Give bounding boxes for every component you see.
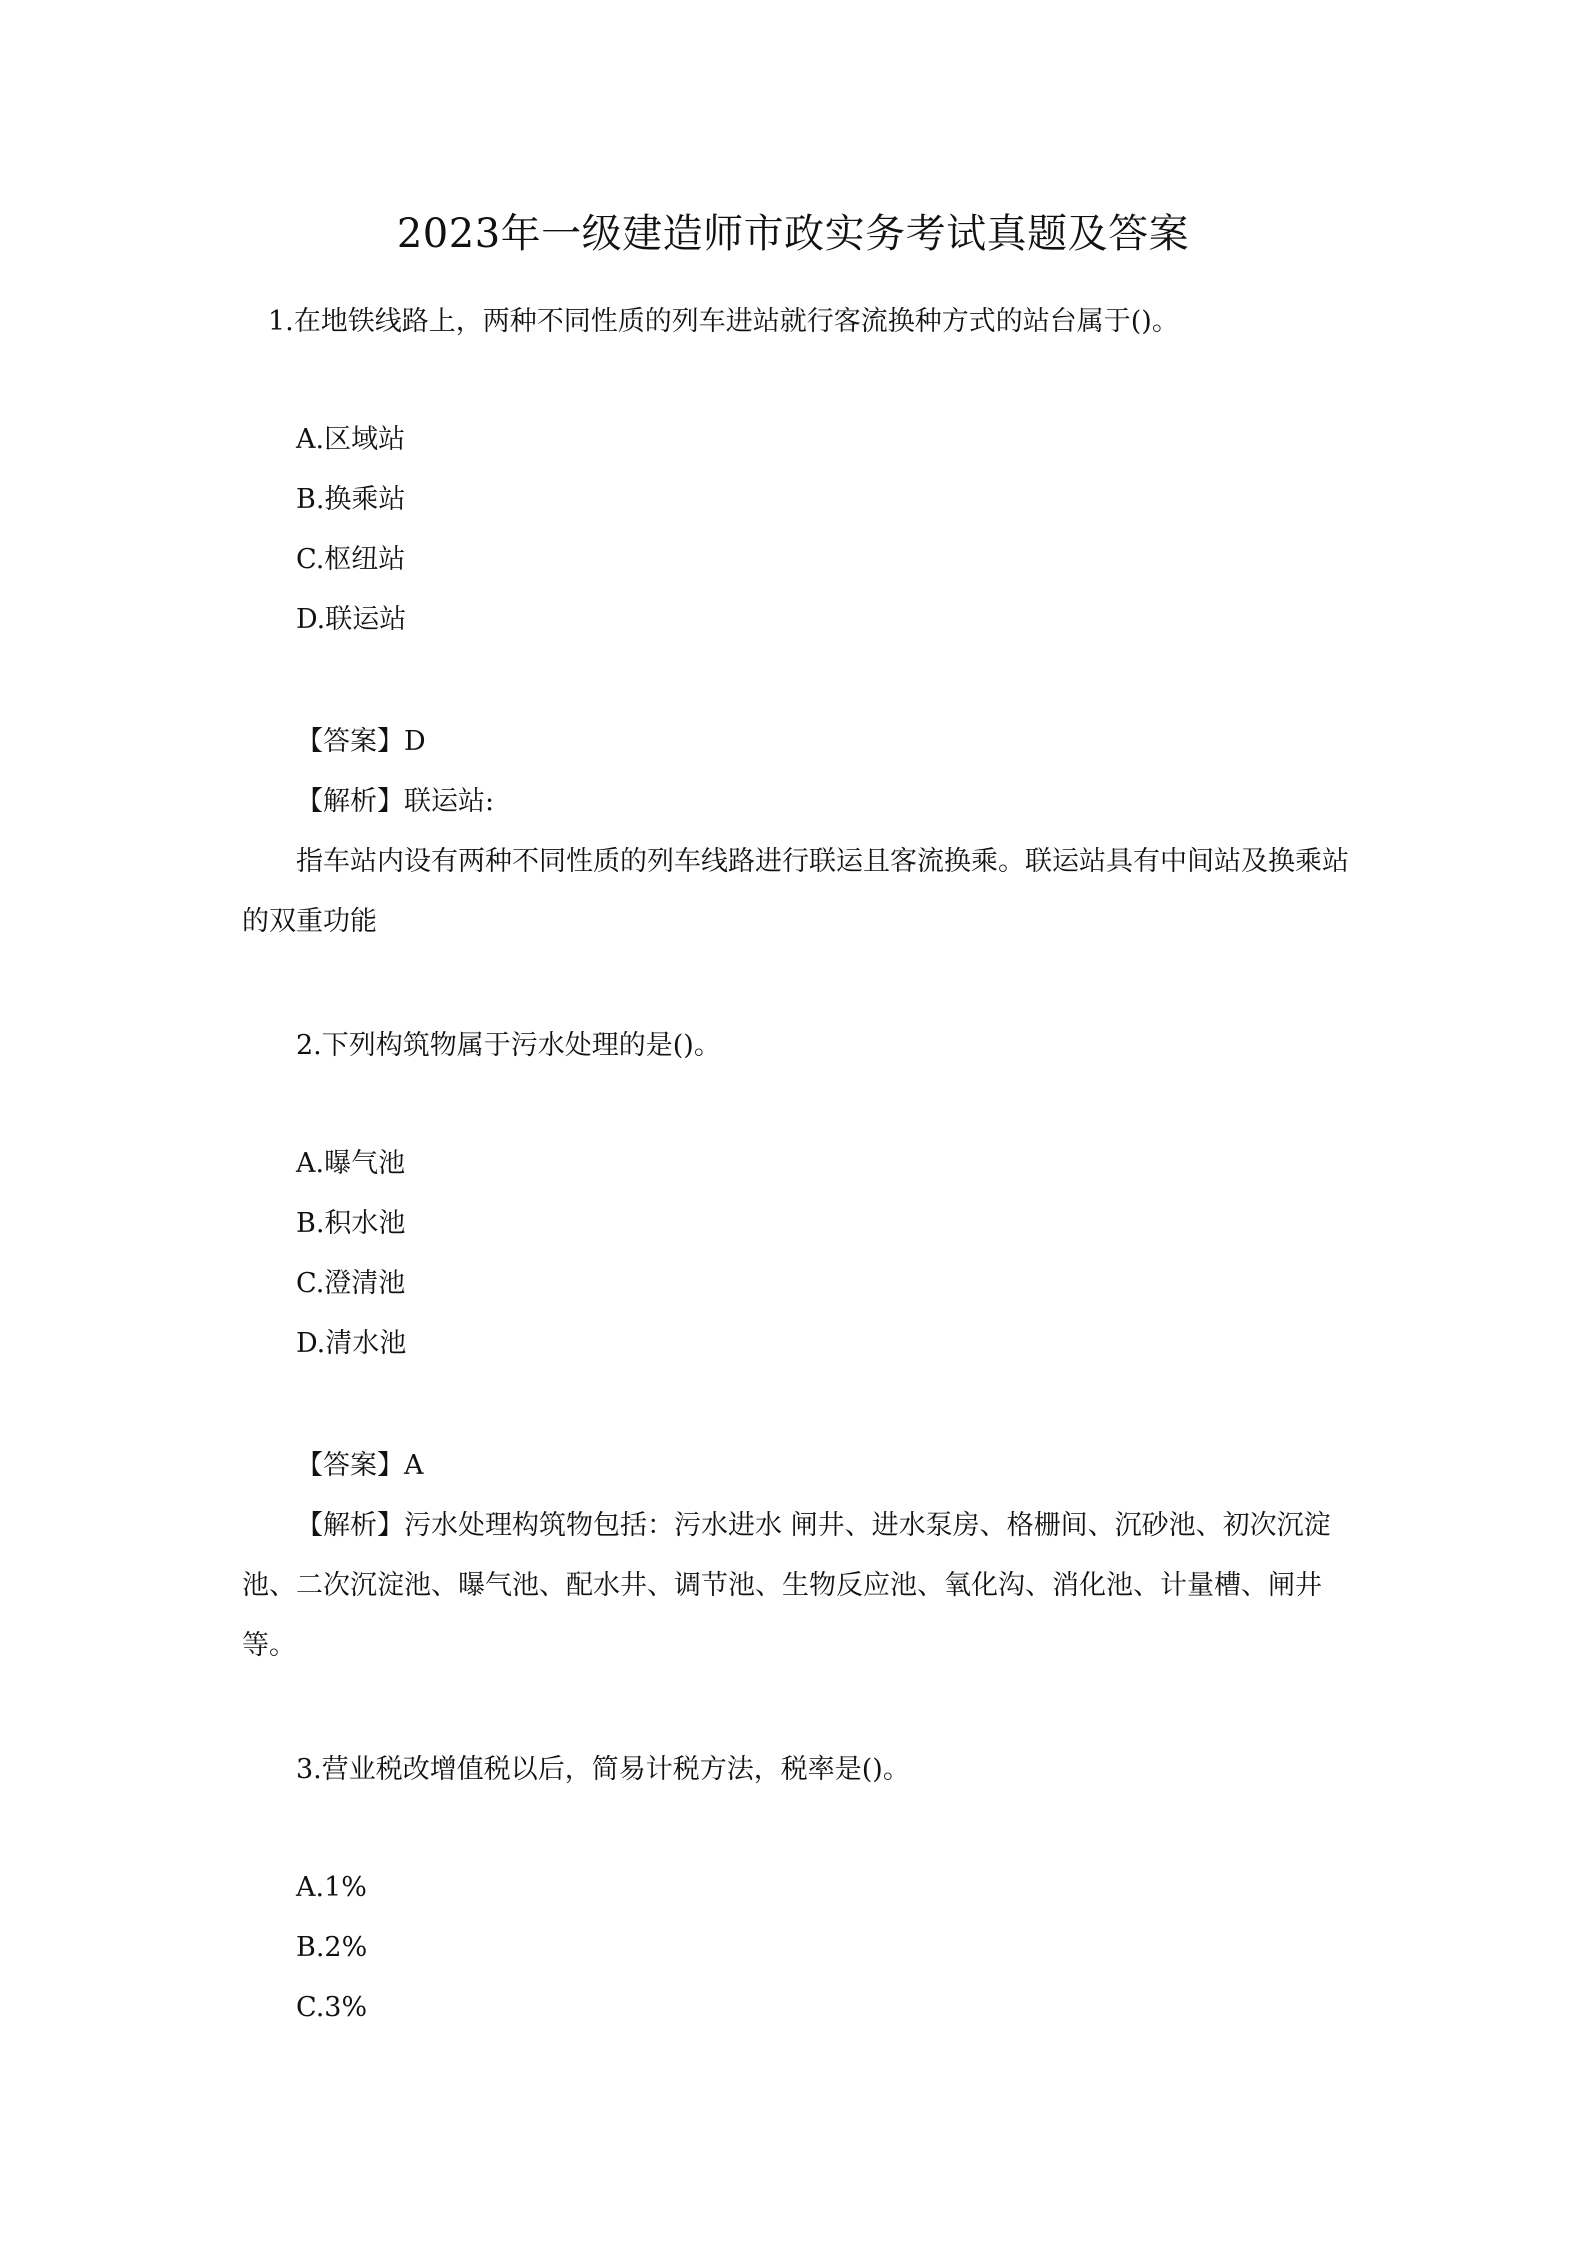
question-1-analysis-heading: 【解析】联运站: bbox=[296, 786, 495, 817]
question-1-answer: 【答案】D bbox=[296, 726, 426, 757]
question-2-option-b: B.积水池 bbox=[296, 1208, 406, 1239]
question-2-option-d: D.清水池 bbox=[296, 1328, 407, 1359]
question-2-stem: 2.下列构筑物属于污水处理的是()。 bbox=[296, 1030, 721, 1061]
question-2-option-c: C.澄清池 bbox=[296, 1268, 406, 1299]
question-3-option-a: A.1% bbox=[296, 1872, 367, 1903]
question-1-option-b: B.换乘站 bbox=[296, 484, 406, 515]
question-2-answer: 【答案】A bbox=[296, 1450, 424, 1481]
question-3-option-b: B.2% bbox=[296, 1932, 368, 1963]
question-3-option-c: C.3% bbox=[296, 1992, 368, 2023]
question-1-stem: 1.在地铁线路上，两种不同性质的列车进站就行客流换种方式的站台属于()。 bbox=[268, 306, 1179, 337]
document-title: 2023年一级建造师市政实务考试真题及答案 bbox=[396, 211, 1190, 257]
question-2-option-a: A.曝气池 bbox=[296, 1148, 406, 1179]
question-1-analysis-text: 指车站内设有两种不同性质的列车线路进行联运且客流换乘。联运站具有中间站及换乘站的双重功能 bbox=[242, 846, 1349, 937]
question-1-option-d: D.联运站 bbox=[296, 604, 407, 635]
question-1-option-a: A.区域站 bbox=[296, 424, 406, 455]
question-3-stem: 3.营业税改增值税以后，简易计税方法，税率是()。 bbox=[296, 1754, 910, 1785]
question-1-option-c: C.枢纽站 bbox=[296, 544, 406, 575]
question-2-analysis-text: 【解析】污水处理构筑物包括：污水进水 闸井、进水泵房、格栅间、沉砂池、初次沉淀池、二次沉淀池、曝气池、配水井、调节池、生物反应池、氧化沟、消化池、计量槽、闸井等。 bbox=[242, 1510, 1331, 1661]
